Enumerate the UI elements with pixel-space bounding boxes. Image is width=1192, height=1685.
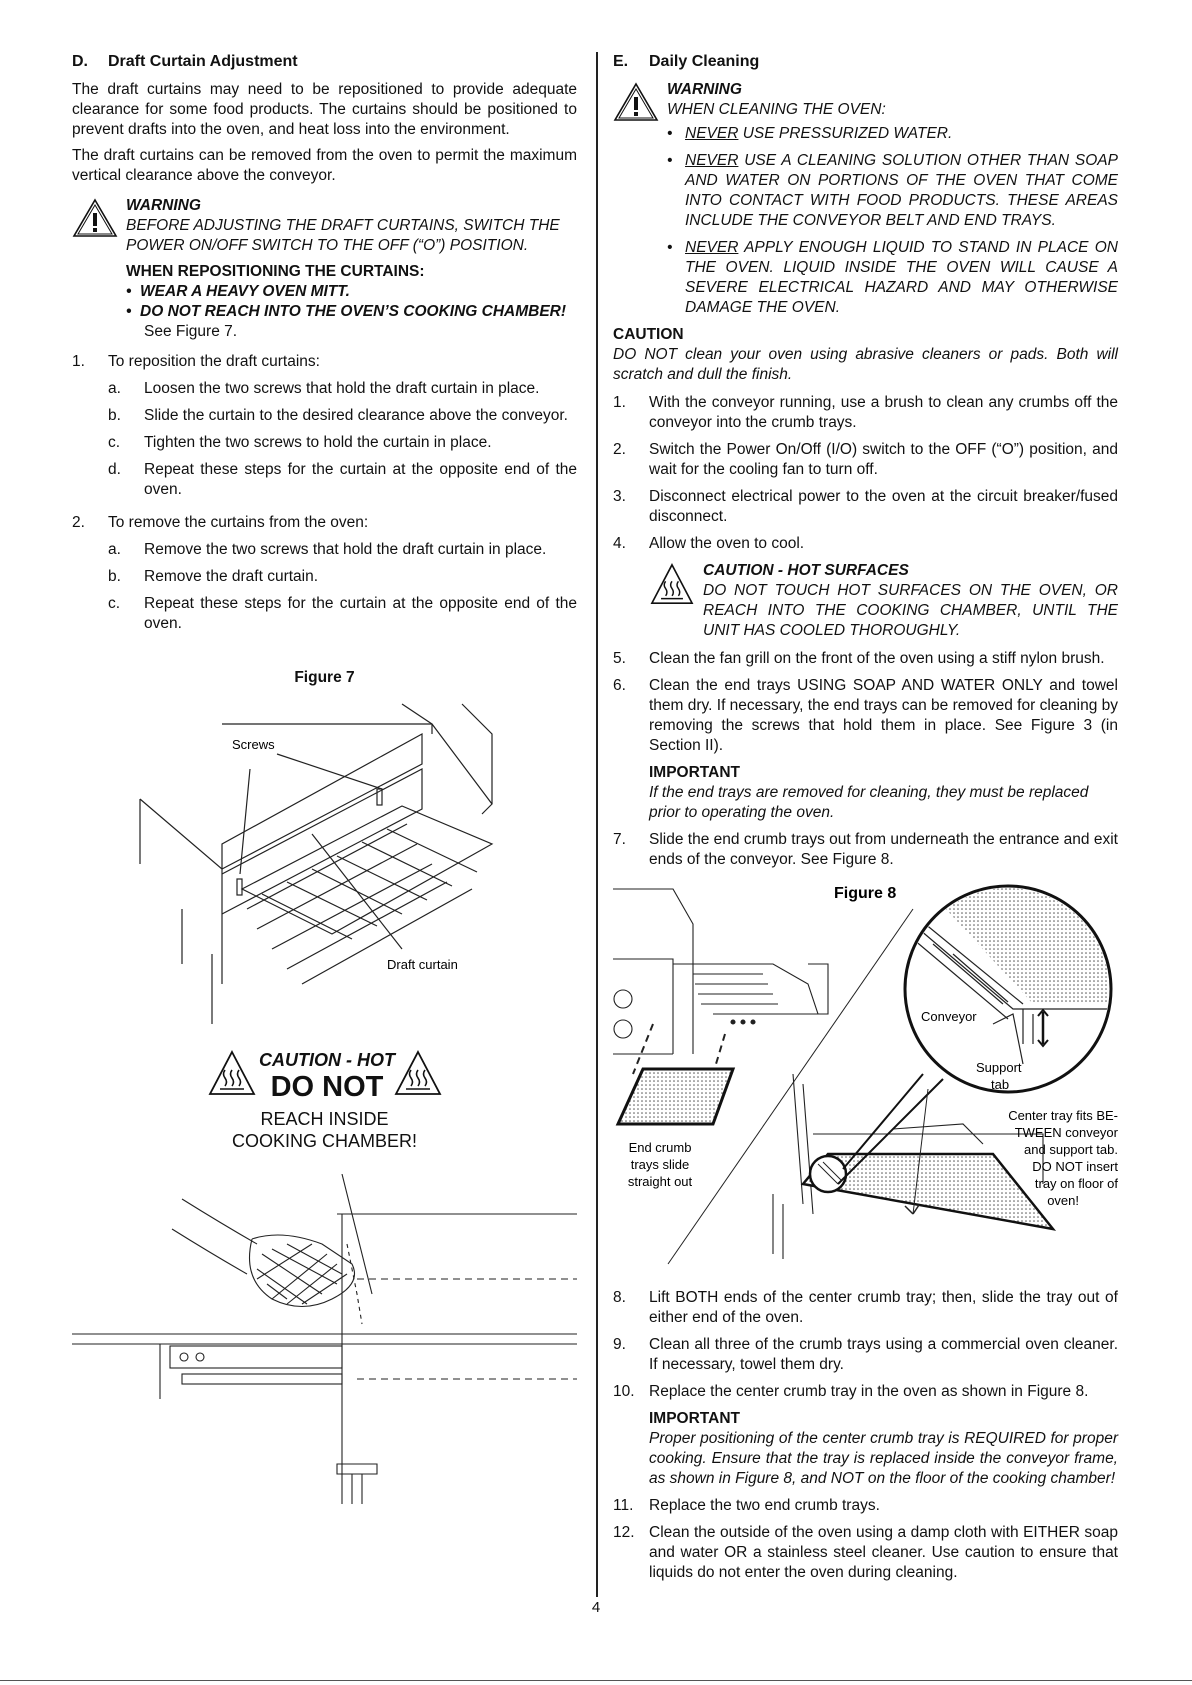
hot-surfaces-caution: CAUTION - HOT SURFACES DO NOT TOUCH HOT SURFACES ON THE OVEN, OR REACH INTO THE COOKING CHAMBER, UNTIL THE UNIT HAS COOLED THOROUGHLY. [649,561,1118,641]
caution-title: CAUTION [613,326,684,343]
fig8-label: Figure 8 [834,885,897,902]
cleaning-step: 9. Clean all three of the crumb trays using a commercial oven cleaner. If necessary, towel them dry. [613,1336,1118,1373]
figure-8 [613,884,1118,1282]
right-column [613,52,1118,1590]
bottom-rule [0,1680,1192,1681]
svg-text:trays slide: trays slide [630,1157,690,1172]
important-note-2: IMPORTANT Proper positioning of the center crumb tray is REQUIRED for proper cooking. Ensure that the tray is replaced inside the conveyor frame, as shown in Figure 8, and NOT on the floor of the cooking chamber! [649,1410,1118,1487]
sub-step: d. Repeat these steps for the curtain at the opposite end of the oven. [108,461,577,498]
fig8-support-label: Support [976,1060,1022,1075]
cleaning-step: 10. Replace the center crumb tray in the oven as shown in Figure 8. [613,1383,1089,1400]
left-column [72,52,577,1504]
cleaning-step: 8. Lift BOTH ends of the center crumb tray; then, slide the tray out of either end of the oven. [613,1289,1118,1326]
cleaning-step: 4. Allow the oven to cool. [613,535,805,552]
sub-step: b. Remove the draft curtain. [108,568,319,585]
fig8-conveyor-label: Conveyor [921,1009,977,1024]
cleaning-step: 6. Clean the end trays USING SOAP AND WATER ONLY and towel them dry. If necessary, the end trays can be removed for cleaning by removing the screws that hold them in place. See Figure 3 (in Section II). [613,677,1118,754]
page-number: 4 [591,1599,601,1616]
svg-text:DO NOT insert: DO NOT insert [1032,1159,1118,1174]
hot-surface-icon [394,1050,442,1096]
cleaning-warning: WARNING WHEN CLEANING THE OVEN: [613,80,1118,120]
column-divider [596,52,598,1597]
figure-7-label: Figure 7 [294,669,355,686]
important-note-1: IMPORTANT If the end trays are removed for cleaning, they must be replaced prior to operating the oven. [649,764,1089,821]
fig7-draft-curtain-label: Draft curtain [387,957,458,972]
hand-in-oven-illustration [72,1174,577,1504]
cleaning-step: 3. Disconnect electrical power to the oven at the circuit breaker/fused disconnect. [613,488,1118,525]
cleaning-step: 7. Slide the end crumb trays out from underneath the entrance and exit ends of the conveyor. See Figure 8. [613,831,1118,868]
svg-text:tray on floor of: tray on floor of [1034,1176,1118,1191]
when-repositioning: WHEN REPOSITIONING THE CURTAINS: • WEAR A HEAVY OVEN MITT. • DO NOT REACH INTO THE OVEN’S COOKING CHAMBER! See Figure 7. [126,263,567,340]
draft-para-1: The draft curtains may need to be repositioned to provide adequate clearance for some food products. The curtains should be positioned to prevent drafts into the oven, and heat loss into the environment. [72,81,577,138]
warning-icon [613,82,659,122]
cleaning-warning-list [667,124,1118,318]
draft-step-2: 2. To remove the curtains from the oven: [72,514,369,531]
warning-icon [72,198,118,238]
warning-item: • NEVER USE A CLEANING SOLUTION OTHER THAN SOAP AND WATER ON PORTIONS OF THE OVEN THAT COME INTO CONTACT WITH FOOD PRODUCTS. THESE AREAS INCLUDE THE CONVEYOR BELT AND END TRAYS. [667,152,1118,229]
fig8-end-trays-label: End crumb [628,1140,692,1155]
cleaning-step: 12. Clean the outside of the oven using a damp cloth with EITHER soap and water OR a stainless steel cleaner. Use caution to ensure that liquids do not enter the oven during cleaning. [613,1524,1118,1581]
warning-item: • NEVER APPLY ENOUGH LIQUID TO STAND IN PLACE ON THE OVEN. LIQUID INSIDE THE OVEN WILL CAUSE A SEVERE ELECTRICAL HAZARD AND MAY OTHERWISE DAMAGE THE OVEN. [667,239,1118,316]
sub-step: c. Repeat these steps for the curtain at the opposite end of the oven. [108,595,577,632]
sub-step: c. Tighten the two screws to hold the curtain in place. [108,434,492,451]
draft-para-2: The draft curtains can be removed from the oven to permit the maximum vertical clearance above the conveyor. [72,147,577,184]
sub-step: a. Loosen the two screws that hold the draft curtain in place. [108,380,540,397]
hot-surface-icon [208,1050,256,1096]
section-e-heading: E. Daily Cleaning [613,53,760,70]
fig8-tab-label: tab [991,1077,1010,1092]
svg-text:and support tab.: and support tab. [1024,1142,1118,1157]
cleaning-step: 5. Clean the fan grill on the front of the oven using a stiff nylon brush. [613,650,1105,667]
figure-7-illustration [72,694,577,1024]
sub-step: b. Slide the curtain to the desired clearance above the conveyor. [108,407,568,424]
section-d-heading: D. Draft Curtain Adjustment [72,53,298,70]
cleaning-step: 1. With the conveyor running, use a brush to clean any crumbs off the conveyor into the crumb trays. [613,394,1118,431]
draft-step-1: 1. To reposition the draft curtains: [72,353,320,370]
draft-warning: WARNING BEFORE ADJUSTING THE DRAFT CURTAINS, SWITCH THE POWER ON/OFF SWITCH TO THE OFF (“O”) POSITION. [72,196,577,256]
fig8-center-tray-label: Center tray fits BE- [1008,1108,1118,1123]
sub-step: a. Remove the two screws that hold the draft curtain in place. [108,541,547,558]
cleaning-step: 11. Replace the two end crumb trays. [613,1497,880,1514]
svg-text:TWEEN conveyor: TWEEN conveyor [1014,1125,1118,1140]
svg-text:straight out: straight out [627,1174,693,1189]
svg-text:oven!: oven! [1047,1193,1079,1208]
figure-8-illustration [613,884,1118,1282]
fig7-screws-label: Screws [232,737,275,752]
hot-surface-icon [649,563,695,605]
warning-item: • NEVER USE PRESSURIZED WATER. [667,125,953,142]
caution-hot-sign: CAUTION - HOT DO NOT REACH INSIDE COOKING CHAMBER! [72,1050,577,1170]
caution-body: DO NOT clean your oven using abrasive cleaners or pads. Both will scratch and dull the finish. [613,346,1118,383]
cleaning-step: 2. Switch the Power On/Off (I/O) switch to the OFF (“O”) position, and wait for the cooling fan to turn off. [613,441,1118,478]
